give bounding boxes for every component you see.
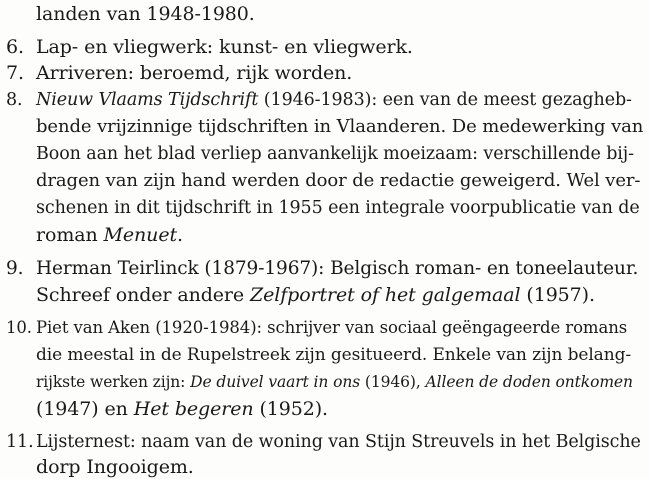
note-number: 7. [6,62,24,84]
note-text: Boon aan het blad verliep aanvankelijk moeizaam: verschillende bij- [36,144,634,164]
note-text: rijkste werken zijn: De duivel vaart in ons (1946), Alleen de doden ontkomen [36,373,633,391]
note-text: schenen in dit tijdschrift in 1955 een integrale voorpublicatie van de [36,198,640,218]
note-text: Lijsternest: naam van de woning van Stijn Streuvels in het Belgische [36,432,641,452]
note-text: Herman Teirlinck (1879-1967): Belgisch roman- en toneelauteur. [36,258,639,279]
note-text: landen van 1948-1980. [36,3,255,25]
journal-title: Nieuw Vlaams Tijdschrift [36,90,259,110]
book-title: Zelfportret of het galgemaal [249,284,521,306]
note-text: roman Menuet. [36,224,183,246]
note-number: 6. [6,36,24,58]
note-text: dragen van zijn hand werden door de redactie geweigerd. Wel ver- [36,170,641,191]
note-number: 9. [6,258,24,279]
note-text: bende vrijzinnige tijdschriften in Vlaanderen. De medewerking van [36,116,644,137]
note-text: dorp Ingooigem. [36,456,194,478]
note-text: Arriveren: beroemd, rijk worden. [36,62,353,84]
note-text: Lap- en vliegwerk: kunst- en vliegwerk. [36,36,413,58]
novel-title: Menuet [103,224,177,246]
note-text: die meestal in de Rupelstreek zijn gesitueerd. Enkele van zijn belang- [36,345,631,365]
note-number: 11. [6,432,34,452]
book-title: Alleen de doden ontkomen [425,373,633,391]
book-title: Het begeren [133,398,254,420]
note-text: (1947) en Het begeren (1952). [36,398,328,420]
note-text: Piet van Aken (1920-1984): schrijver van sociaal geëngageerde romans [36,318,628,337]
note-number: 10. [6,318,32,337]
book-title: De duivel vaart in ons [190,373,361,391]
note-text: Nieuw Vlaams Tijdschrift (1946-1983): een van de meest gezagheb- [36,90,632,110]
note-text: Schreef onder andere Zelfportret of het galgemaal (1957). [36,284,595,306]
note-number: 8. [6,90,23,110]
